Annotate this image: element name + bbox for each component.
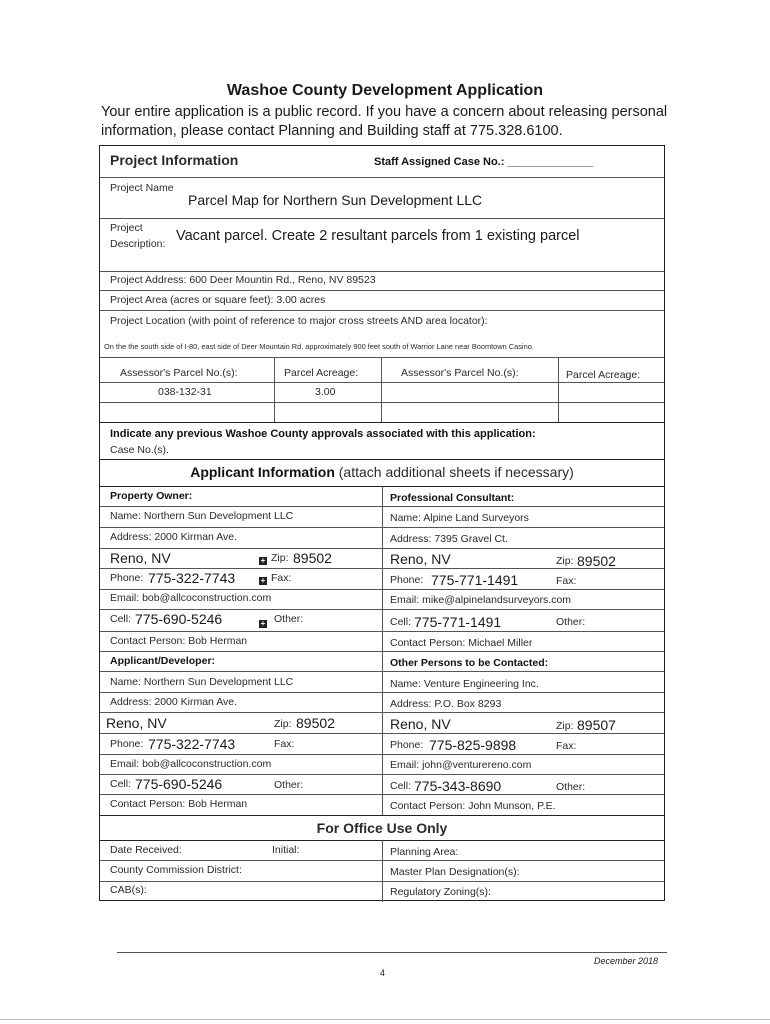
- owner-fax[interactable]: Fax:: [271, 572, 292, 584]
- others-cell-label: Cell:: [390, 780, 412, 792]
- consultant-header: Professional Consultant:: [390, 492, 515, 504]
- footer-date: December 2018: [594, 956, 659, 966]
- parcel-acreage-header-2: Parcel Acreage:: [566, 369, 641, 381]
- developer-fax[interactable]: Fax:: [274, 738, 295, 750]
- owner-zip[interactable]: 89502: [293, 550, 332, 566]
- consultant-zip[interactable]: 89502: [577, 553, 616, 569]
- others-phone[interactable]: 775-825-9898: [429, 737, 517, 753]
- others-zip-label: Zip:: [556, 720, 574, 732]
- project-desc-label: Project: [110, 222, 143, 234]
- consultant-name[interactable]: Name: Alpine Land Surveyors: [390, 512, 529, 524]
- parcel-no-header-1: Assessor's Parcel No.(s):: [120, 367, 238, 379]
- project-desc-label-2: Description:: [110, 238, 166, 250]
- owner-cell[interactable]: 775-690-5246: [135, 611, 223, 627]
- cab-field[interactable]: CAB(s):: [110, 884, 147, 896]
- cross-icon: +: [260, 556, 266, 565]
- developer-cell-label: Cell:: [110, 778, 132, 790]
- others-other[interactable]: Other:: [556, 781, 586, 793]
- developer-zip-label: Zip:: [274, 718, 292, 730]
- developer-zip[interactable]: 89502: [296, 715, 335, 731]
- developer-address[interactable]: Address: 2000 Kirman Ave.: [110, 696, 238, 708]
- others-phone-label: Phone:: [390, 739, 424, 751]
- others-name[interactable]: Name: Venture Engineering Inc.: [390, 678, 539, 690]
- consultant-cell[interactable]: 775-771-1491: [414, 614, 502, 630]
- case-nos-label[interactable]: Case No.(s).: [110, 444, 169, 456]
- consultant-phone-label: Phone:: [390, 574, 424, 586]
- project-desc-value[interactable]: Vacant parcel. Create 2 resultant parcels from 1 existing parcel: [176, 228, 580, 244]
- consultant-phone[interactable]: 775-771-1491: [431, 572, 519, 588]
- project-address[interactable]: Project Address: 600 Deer Mountin Rd., Reno, NV 89523: [110, 274, 376, 286]
- developer-header: Applicant/Developer:: [110, 655, 216, 667]
- regulatory-zoning-field[interactable]: Regulatory Zoning(s):: [390, 886, 491, 898]
- consultant-zip-label: Zip:: [556, 555, 574, 567]
- owner-cell-label: Cell:: [110, 613, 132, 625]
- owner-email[interactable]: Email: bob@allcoconstruction.com: [110, 592, 272, 604]
- others-fax[interactable]: Fax:: [556, 740, 577, 752]
- previous-approvals-label: Indicate any previous Washoe County approvals associated with this application:: [110, 428, 536, 440]
- footer-divider: [117, 952, 667, 953]
- master-plan-field[interactable]: Master Plan Designation(s):: [390, 866, 520, 878]
- owner-phone-label: Phone:: [110, 572, 144, 584]
- others-email[interactable]: Email: john@venturereno.com: [390, 759, 532, 771]
- developer-name[interactable]: Name: Northern Sun Development LLC: [110, 676, 294, 688]
- bottom-edge-line: [0, 1019, 770, 1020]
- developer-phone[interactable]: 775-322-7743: [148, 736, 236, 752]
- owner-contact[interactable]: Contact Person: Bob Herman: [110, 635, 248, 647]
- consultant-fax[interactable]: Fax:: [556, 575, 577, 587]
- consultant-cell-label: Cell:: [390, 616, 412, 628]
- owner-header: Property Owner:: [110, 490, 193, 502]
- project-area[interactable]: Project Area (acres or square feet): 3.00 acres: [110, 294, 326, 306]
- cross-icon: +: [260, 576, 266, 585]
- application-form: [99, 145, 665, 901]
- developer-contact[interactable]: Contact Person: Bob Herman: [110, 798, 248, 810]
- consultant-other[interactable]: Other:: [556, 616, 586, 628]
- consultant-email[interactable]: Email: mike@alpinelandsurveyors.com: [390, 594, 572, 606]
- developer-email[interactable]: Email: bob@allcoconstruction.com: [110, 758, 272, 770]
- consultant-address[interactable]: Address: 7395 Gravel Ct.: [390, 533, 508, 545]
- others-header: Other Persons to be Contacted:: [390, 657, 549, 669]
- intro-text: Your entire application is a public record. If you have a concern about releasing personal information, please contact Planning and Building staff at 775.328.6100.: [101, 104, 668, 139]
- owner-name[interactable]: Name: Northern Sun Development LLC: [110, 510, 294, 522]
- page-number: 4: [380, 968, 386, 978]
- page-title: Washoe County Development Application: [226, 82, 544, 99]
- planning-area-field[interactable]: Planning Area:: [390, 846, 459, 858]
- owner-zip-label: Zip:: [271, 552, 289, 564]
- case-no-label: Staff Assigned Case No.: ______________: [374, 156, 594, 168]
- initial-field[interactable]: Initial:: [272, 844, 300, 856]
- others-cell[interactable]: 775-343-8690: [414, 778, 502, 794]
- consultant-city[interactable]: Reno, NV: [390, 551, 451, 567]
- developer-city[interactable]: Reno, NV: [106, 715, 167, 731]
- owner-phone[interactable]: 775-322-7743: [148, 570, 236, 586]
- parcel-acreage-header-1: Parcel Acreage:: [284, 367, 359, 379]
- developer-phone-label: Phone:: [110, 738, 144, 750]
- owner-other[interactable]: Other:: [274, 613, 304, 625]
- project-name-label: Project Name: [110, 182, 174, 194]
- others-address[interactable]: Address: P.O. Box 8293: [390, 698, 502, 710]
- parcel-acreage-value[interactable]: 3.00: [315, 386, 336, 398]
- consultant-contact[interactable]: Contact Person: Michael Miller: [390, 637, 533, 649]
- date-received-field[interactable]: Date Received:: [110, 844, 182, 856]
- others-zip[interactable]: 89507: [577, 717, 616, 733]
- cross-icon: +: [260, 619, 266, 628]
- office-use-header: For Office Use Only: [316, 820, 448, 836]
- developer-cell[interactable]: 775-690-5246: [135, 776, 223, 792]
- owner-city[interactable]: Reno, NV: [110, 550, 171, 566]
- project-location-value[interactable]: On the the south side of I-80, east side of Deer Mountain Rd. approximately 900 feet south of Warrior Lane near Boomtown Casino.: [104, 342, 534, 351]
- commission-district-field[interactable]: County Commission District:: [110, 864, 242, 876]
- project-location-label: Project Location (with point of reference to major cross streets AND area locator):: [110, 315, 488, 327]
- applicant-info-header: Applicant Information (attach additional sheets if necessary): [190, 464, 574, 480]
- developer-other[interactable]: Other:: [274, 779, 304, 791]
- owner-address[interactable]: Address: 2000 Kirman Ave.: [110, 531, 238, 543]
- project-name-value[interactable]: Parcel Map for Northern Sun Development LLC: [188, 192, 483, 208]
- others-contact[interactable]: Contact Person: John Munson, P.E.: [390, 800, 556, 812]
- parcel-no-value[interactable]: 038-132-31: [158, 386, 212, 398]
- project-info-header: Project Information: [110, 152, 239, 168]
- others-city[interactable]: Reno, NV: [390, 716, 451, 732]
- parcel-no-header-2: Assessor's Parcel No.(s):: [401, 367, 519, 379]
